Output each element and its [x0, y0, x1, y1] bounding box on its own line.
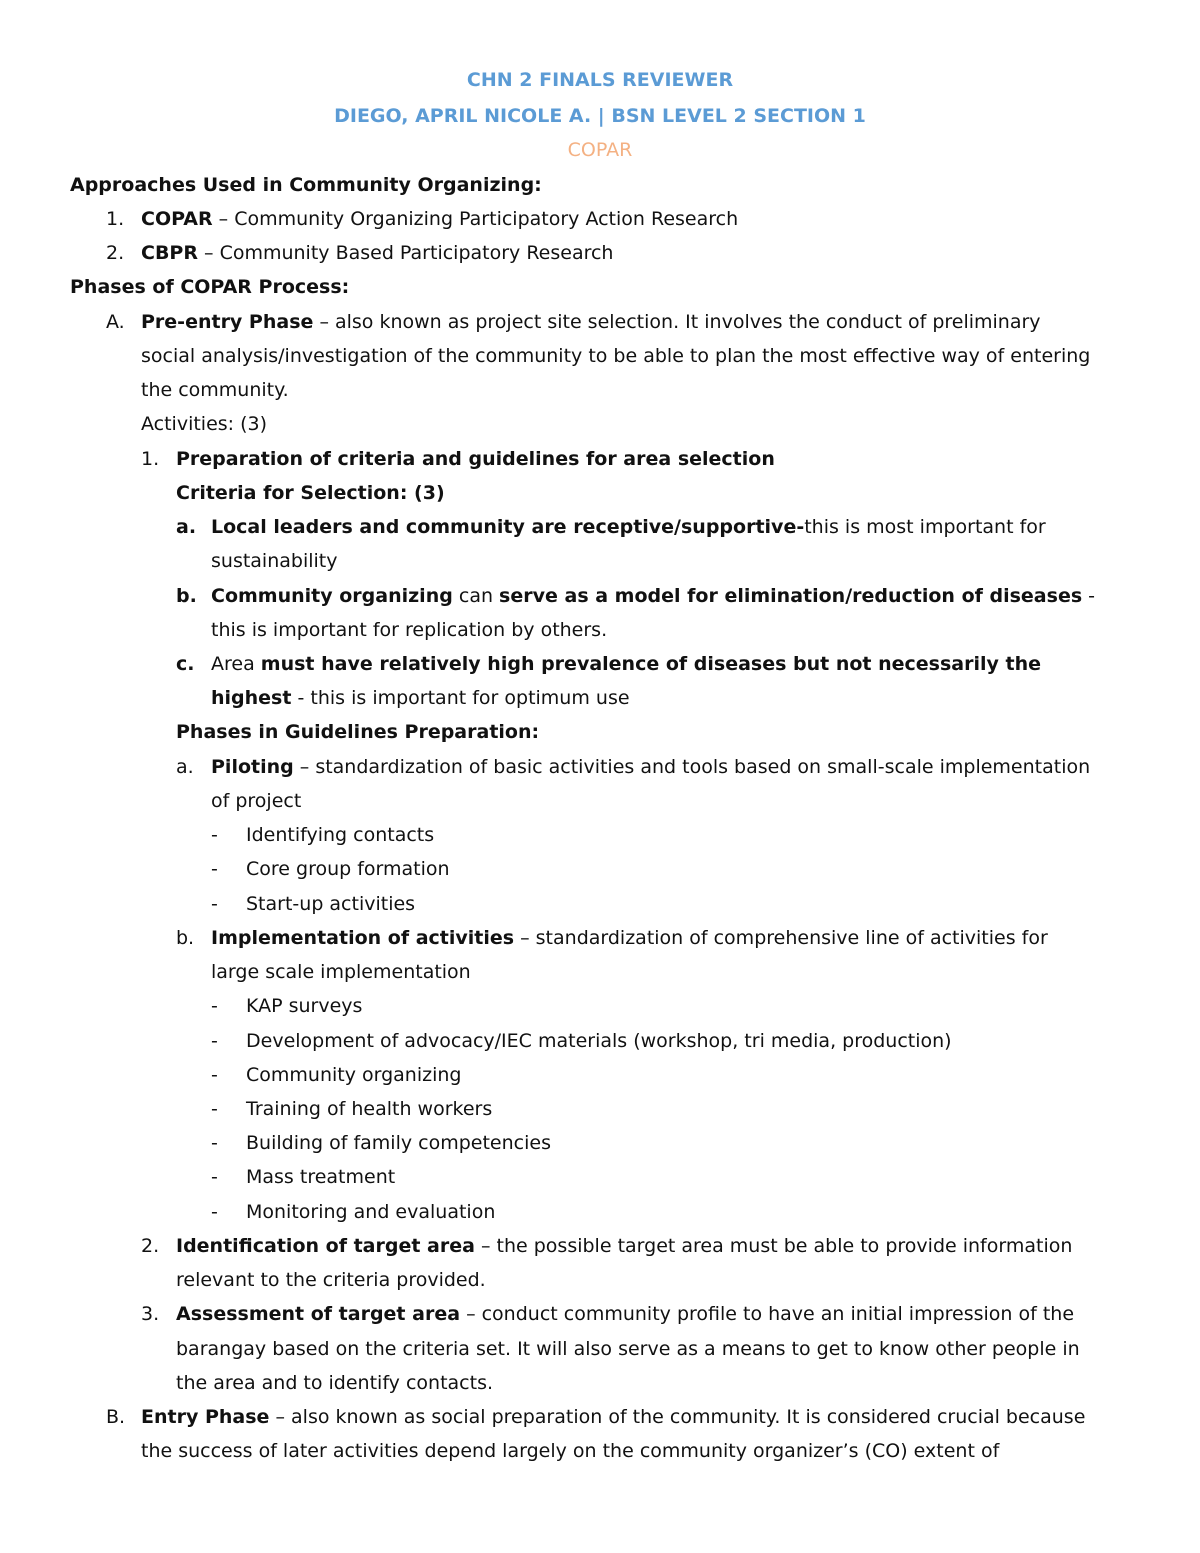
list-item: Core group formation — [246, 858, 450, 880]
activity-3-cont: barangay based on the criteria set. It will also serve as a means to get to know other people in — [176, 1338, 1080, 1360]
activities-label: Activities: (3) — [141, 413, 268, 435]
criteria-item-a: Local leaders and community are receptive/supportive-this is most important for — [211, 516, 1046, 538]
entry-phase-cont: the success of later activities depend largely on the community organizer’s (CO) extent of — [141, 1440, 1000, 1462]
dash-marker: - — [211, 858, 218, 880]
pre-entry-desc: social analysis/investigation of the community to be able to plan the most effective way of entering — [141, 345, 1091, 367]
guideline-piloting: Piloting – standardization of basic activities and tools based on small-scale implementation — [211, 756, 1091, 778]
criteria-item-b-cont: this is important for replication by others. — [211, 619, 608, 641]
list-marker: c. — [176, 653, 195, 675]
dash-marker: - — [211, 995, 218, 1017]
dash-marker: - — [211, 1064, 218, 1086]
author-line: DIEGO, APRIL NICOLE A. | BSN LEVEL 2 SECTION 1 — [334, 105, 866, 127]
list-marker: 1. — [106, 208, 125, 230]
criteria-item-b: Community organizing can serve as a model for elimination/reduction of diseases - — [211, 585, 1096, 607]
list-marker: b. — [176, 927, 195, 949]
activity-3-cont: the area and to identify contacts. — [176, 1372, 494, 1394]
dash-marker: - — [211, 824, 218, 846]
approaches-heading: Approaches Used in Community Organizing: — [70, 174, 542, 196]
list-marker: 2. — [106, 242, 125, 264]
list-item: Development of advocacy/IEC materials (workshop, tri media, production) — [246, 1030, 952, 1052]
activity-1-title: Preparation of criteria and guidelines for area selection — [176, 448, 775, 470]
list-marker: b. — [176, 585, 197, 607]
list-marker: B. — [106, 1406, 126, 1428]
list-item: Mass treatment — [246, 1166, 396, 1188]
list-marker: a. — [176, 516, 197, 538]
list-item: Start-up activities — [246, 893, 416, 915]
dash-marker: - — [211, 1132, 218, 1154]
list-marker: 1. — [141, 448, 160, 470]
criteria-item-c: Area must have relatively high prevalence of diseases but not necessarily the — [211, 653, 1042, 675]
dash-marker: - — [211, 1030, 218, 1052]
list-marker: A. — [106, 311, 125, 333]
pre-entry-phase: Pre-entry Phase – also known as project site selection. It involves the conduct of preliminary — [141, 311, 1041, 333]
document-title: CHN 2 FINALS REVIEWER — [466, 69, 734, 91]
activity-3: Assessment of target area – conduct community profile to have an initial impression of the — [176, 1303, 1075, 1325]
activity-2: Identification of target area – the possible target area must be able to provide information — [176, 1235, 1073, 1257]
approach-item-cbpr: CBPR – Community Based Participatory Research — [141, 242, 614, 264]
dash-marker: - — [211, 1201, 218, 1223]
guideline-piloting-cont: of project — [211, 790, 302, 812]
guideline-implementation: Implementation of activities – standardization of comprehensive line of activities for — [211, 927, 1048, 949]
criteria-item-c-cont: highest - this is important for optimum use — [211, 687, 630, 709]
topic-heading: COPAR — [567, 139, 633, 161]
list-item: KAP surveys — [246, 995, 363, 1017]
list-marker: 3. — [141, 1303, 160, 1325]
criteria-heading: Criteria for Selection: (3) — [176, 482, 445, 504]
approach-item-copar: COPAR – Community Organizing Participatory Action Research — [141, 208, 739, 230]
activity-2-cont: relevant to the criteria provided. — [176, 1269, 486, 1291]
guideline-implementation-cont: large scale implementation — [211, 961, 471, 983]
criteria-item-a-cont: sustainability — [211, 550, 338, 572]
dash-marker: - — [211, 893, 218, 915]
pre-entry-desc: the community. — [141, 379, 289, 401]
entry-phase: Entry Phase – also known as social preparation of the community. It is considered crucial because — [141, 1406, 1086, 1428]
list-item: Community organizing — [246, 1064, 462, 1086]
dash-marker: - — [211, 1166, 218, 1188]
phases-heading: Phases of COPAR Process: — [70, 276, 350, 298]
dash-marker: - — [211, 1098, 218, 1120]
list-marker: a. — [176, 756, 194, 778]
list-item: Identifying contacts — [246, 824, 435, 846]
list-item: Training of health workers — [246, 1098, 493, 1120]
list-item: Monitoring and evaluation — [246, 1201, 496, 1223]
guidelines-heading: Phases in Guidelines Preparation: — [176, 721, 540, 743]
list-item: Building of family competencies — [246, 1132, 551, 1154]
list-marker: 2. — [141, 1235, 160, 1257]
